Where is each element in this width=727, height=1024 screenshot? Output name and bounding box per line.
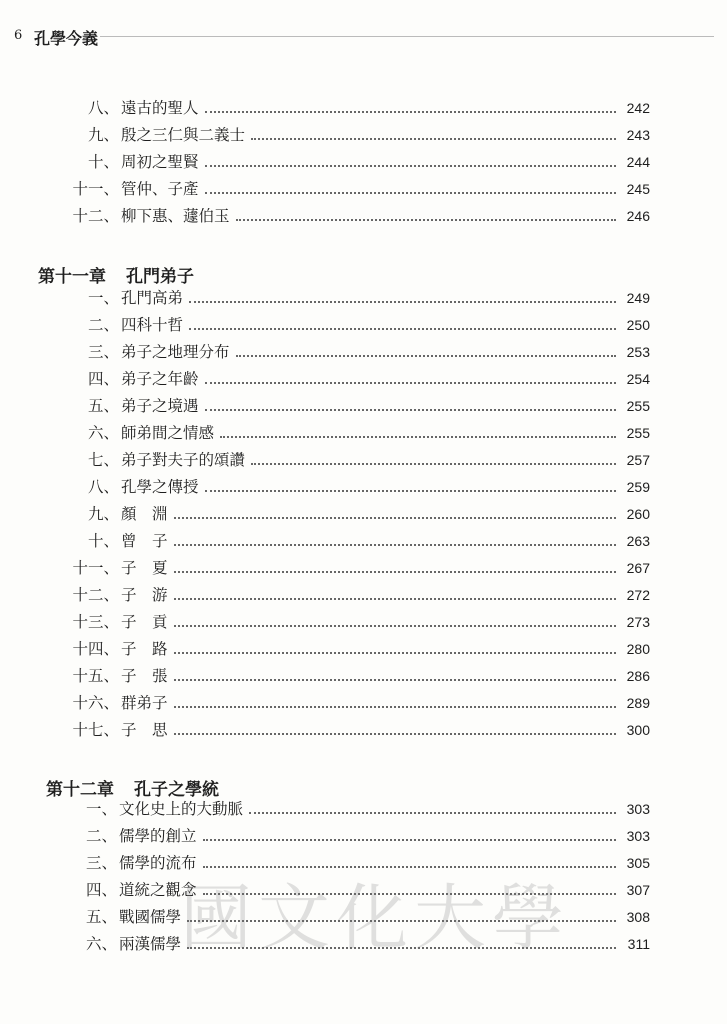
chapter-title: 孔門弟子 (126, 267, 194, 287)
entry-number: 四、 (85, 881, 117, 899)
entry-page-number: 289 (626, 695, 650, 711)
dot-leader (205, 409, 617, 411)
dot-leader (187, 947, 616, 949)
entry-page-number: 303 (626, 828, 650, 844)
entry-title: 子 夏 (121, 559, 168, 577)
entry-title: 道統之觀念 (119, 881, 197, 899)
entry-number: 十四、 (72, 640, 119, 658)
entry-title: 四科十哲 (121, 316, 184, 334)
entry-number: 十、 (87, 153, 119, 171)
entry-title: 周初之聖賢 (121, 153, 199, 171)
dot-leader (249, 812, 616, 814)
entry-page-number: 260 (626, 506, 650, 522)
entry-page-number: 246 (626, 208, 650, 224)
entry-title: 群弟子 (121, 694, 168, 712)
dot-leader (174, 517, 617, 519)
dot-leader (174, 571, 617, 573)
toc-entry[interactable] (0, 313, 727, 337)
chapter-label: 第十一章 (38, 267, 106, 287)
entry-page-number: 263 (626, 533, 650, 549)
entry-page-number: 253 (626, 344, 650, 360)
entry-page-number: 267 (626, 560, 650, 576)
entry-number: 十一、 (72, 559, 119, 577)
entry-number: 九、 (87, 126, 119, 144)
entry-title: 遠古的聖人 (121, 99, 199, 117)
dot-leader (174, 544, 617, 546)
toc-entry[interactable] (0, 502, 727, 526)
toc-entry[interactable] (0, 878, 727, 902)
dot-leader (251, 138, 616, 140)
entry-number: 七、 (87, 451, 119, 469)
entry-title: 兩漢儒學 (119, 935, 182, 953)
entry-title: 殷之三仁與二義士 (121, 126, 246, 144)
entry-page-number: 249 (626, 290, 650, 306)
entry-page-number: 255 (626, 425, 650, 441)
toc-entry[interactable] (0, 691, 727, 715)
dot-leader (220, 436, 616, 438)
entry-title: 儒學的創立 (119, 827, 197, 845)
dot-leader (174, 733, 617, 735)
entry-title: 子 路 (121, 640, 168, 658)
entry-title: 弟子之地理分布 (121, 343, 230, 361)
university-watermark: 國文化大學 (180, 876, 571, 960)
toc-entry[interactable] (0, 96, 727, 120)
toc-entry[interactable] (0, 637, 727, 661)
toc-entry[interactable] (0, 150, 727, 174)
entry-page-number: 243 (626, 127, 650, 143)
entry-title: 戰國儒學 (119, 908, 182, 926)
dot-leader (205, 490, 617, 492)
dot-leader (236, 219, 617, 221)
dot-leader (203, 839, 617, 841)
toc-entry[interactable] (0, 448, 727, 472)
running-header (14, 26, 714, 46)
entry-number: 三、 (85, 854, 117, 872)
entry-page-number: 250 (626, 317, 650, 333)
entry-title: 弟子對夫子的頌讚 (121, 451, 246, 469)
dot-leader (236, 355, 617, 357)
entry-number: 十五、 (72, 667, 119, 685)
entry-page-number: 244 (626, 154, 650, 170)
entry-title: 孔學之傳授 (121, 478, 199, 496)
dot-leader (174, 625, 617, 627)
entry-number: 十二、 (72, 207, 119, 225)
toc-entry[interactable] (0, 286, 727, 310)
toc-entry[interactable] (0, 529, 727, 553)
dot-leader (174, 679, 617, 681)
entry-page-number: 311 (627, 936, 650, 952)
entry-page-number: 273 (626, 614, 650, 630)
toc-entry[interactable] (0, 367, 727, 391)
entry-number: 一、 (85, 800, 117, 818)
toc-entry[interactable] (0, 851, 727, 875)
dot-leader (174, 652, 617, 654)
toc-entry[interactable] (0, 718, 727, 742)
toc-entry[interactable] (0, 475, 727, 499)
page-number: 6 (14, 28, 23, 43)
entry-number: 九、 (87, 505, 119, 523)
chapter-title: 孔子之學統 (134, 780, 219, 800)
entry-title: 曾 子 (121, 532, 168, 550)
entry-title: 管仲、子產 (121, 180, 199, 198)
entry-title: 孔門高弟 (121, 289, 184, 307)
dot-leader (251, 463, 616, 465)
toc-entry[interactable] (0, 664, 727, 688)
entry-number: 二、 (85, 827, 117, 845)
toc-entry[interactable] (0, 610, 727, 634)
dot-leader (174, 706, 617, 708)
toc-entry[interactable] (0, 797, 727, 821)
dot-leader (205, 192, 617, 194)
entry-title: 弟子之年齡 (121, 370, 199, 388)
entry-title: 柳下惠、蘧伯玉 (121, 207, 230, 225)
entry-page-number: 303 (626, 801, 650, 817)
dot-leader (203, 866, 617, 868)
entry-number: 六、 (85, 935, 117, 953)
entry-number: 八、 (87, 478, 119, 496)
toc-entry[interactable] (0, 932, 727, 956)
dot-leader (174, 598, 617, 600)
entry-title: 師弟間之情感 (121, 424, 215, 442)
book-title: 孔學今義 (34, 29, 99, 48)
entry-title: 弟子之境遇 (121, 397, 199, 415)
header-rule (100, 36, 714, 37)
chapter-11-heading (38, 262, 194, 287)
dot-leader (187, 920, 616, 922)
entry-page-number: 280 (626, 641, 650, 657)
entry-page-number: 300 (626, 722, 650, 738)
entry-number: 十、 (87, 532, 119, 550)
entry-page-number: 245 (626, 181, 650, 197)
toc-entry[interactable] (0, 204, 727, 228)
entry-page-number: 257 (626, 452, 650, 468)
entry-page-number: 286 (626, 668, 650, 684)
entry-page-number: 308 (626, 909, 650, 925)
entry-page-number: 305 (626, 855, 650, 871)
entry-number: 十一、 (72, 180, 119, 198)
toc-entry[interactable] (0, 340, 727, 364)
entry-number: 六、 (87, 424, 119, 442)
entry-number: 三、 (87, 343, 119, 361)
entry-title: 子 貢 (121, 613, 168, 631)
dot-leader (189, 328, 616, 330)
entry-number: 十二、 (72, 586, 119, 604)
entry-page-number: 242 (626, 100, 650, 116)
entry-number: 二、 (87, 316, 119, 334)
chapter-label: 第十二章 (46, 780, 114, 800)
entry-number: 十六、 (72, 694, 119, 712)
entry-title: 子 張 (121, 667, 168, 685)
entry-page-number: 272 (626, 587, 650, 603)
entry-title: 子 思 (121, 721, 168, 739)
entry-number: 五、 (85, 908, 117, 926)
entry-number: 一、 (87, 289, 119, 307)
entry-page-number: 307 (626, 882, 650, 898)
dot-leader (205, 382, 617, 384)
toc-entry[interactable] (0, 177, 727, 201)
toc-entry[interactable] (0, 394, 727, 418)
entry-number: 四、 (87, 370, 119, 388)
entry-title: 顏 淵 (121, 505, 168, 523)
entry-page-number: 254 (626, 371, 650, 387)
toc-entry[interactable] (0, 824, 727, 848)
dot-leader (189, 301, 616, 303)
entry-number: 十七、 (72, 721, 119, 739)
toc-entry[interactable] (0, 123, 727, 147)
entry-number: 五、 (87, 397, 119, 415)
entry-title: 子 游 (121, 586, 168, 604)
entry-title: 文化史上的大動脈 (119, 800, 244, 818)
dot-leader (205, 165, 617, 167)
entry-title: 儒學的流布 (119, 854, 197, 872)
entry-number: 十三、 (72, 613, 119, 631)
toc-entry[interactable] (0, 905, 727, 929)
dot-leader (205, 111, 617, 113)
toc-entry[interactable] (0, 583, 727, 607)
entry-page-number: 259 (626, 479, 650, 495)
entry-page-number: 255 (626, 398, 650, 414)
dot-leader (203, 893, 617, 895)
toc-entry[interactable] (0, 421, 727, 445)
entry-number: 八、 (87, 99, 119, 117)
toc-entry[interactable] (0, 556, 727, 580)
